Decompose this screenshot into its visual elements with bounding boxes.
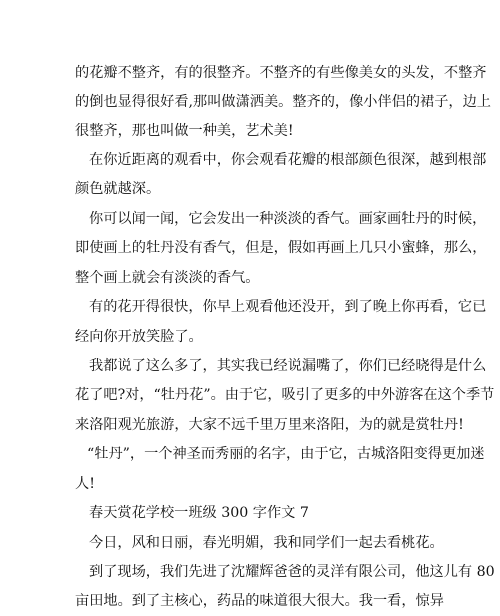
text-line: 的倒也显得很好看,那叫做潇洒美。整齐的，像小伴侣的裙子，边上 [75,94,491,110]
text-line: 的花瓣不整齐，有的很整齐。不整齐的有些像美女的头发，不整齐 [75,65,487,81]
text-line: 来洛阳观光旅游，大家不远千里万里来洛阳，为的就是赏牡丹! [75,417,464,433]
text-line: 亩田地。到了主核心，药品的味道很大很大。我一看，惊异 [75,593,444,609]
paragraph-first-line: 到了现场，我们先进了沈耀辉爸爸的灵洋有限公司，他这儿有 80 [89,564,495,580]
text-line: 整个画上就会有淡淡的香气。 [75,270,260,286]
text-line: 经向你开放笑脸了。 [75,329,203,345]
text-line: 颜色就越深。 [75,181,161,197]
paragraph-first-line: 有的花开得很快，你早上观看他还没开，到了晚上你再看，它已 [89,299,487,315]
text-line: 花了吧?对，“牡丹花”。由于它，吸引了更多的中外游客在这个季节 [75,387,495,403]
paragraph-first-line: 在你近距离的观看中，你会观看花瓣的根部颜色很深，越到根部 [89,152,487,168]
paragraph-first-line: 今日，风和日丽，春光明媚，我和同学们一起去看桃花。 [89,535,444,551]
text-line: 即使画上的牡丹没有香气，但是，假如再画上几只小蜜蜂，那么， [75,240,487,256]
essay-title: 春天赏花学校一班级 300 字作文 7 [89,505,309,521]
paragraph-first-line: “牡丹”，一个神圣而秀丽的名字，由于它，古城洛阳变得更加迷 [87,446,485,462]
paragraph-first-line: 你可以闻一闻，它会发出一种淡淡的香气。画家画牡丹的时候， [89,211,487,227]
text-line: 人! [75,476,95,492]
text-line: 很整齐，那也叫做一种美，艺术美! [75,123,294,139]
paragraph-first-line: 我都说了这么多了，其实我已经说漏嘴了，你们已经晓得是什么 [89,358,487,374]
